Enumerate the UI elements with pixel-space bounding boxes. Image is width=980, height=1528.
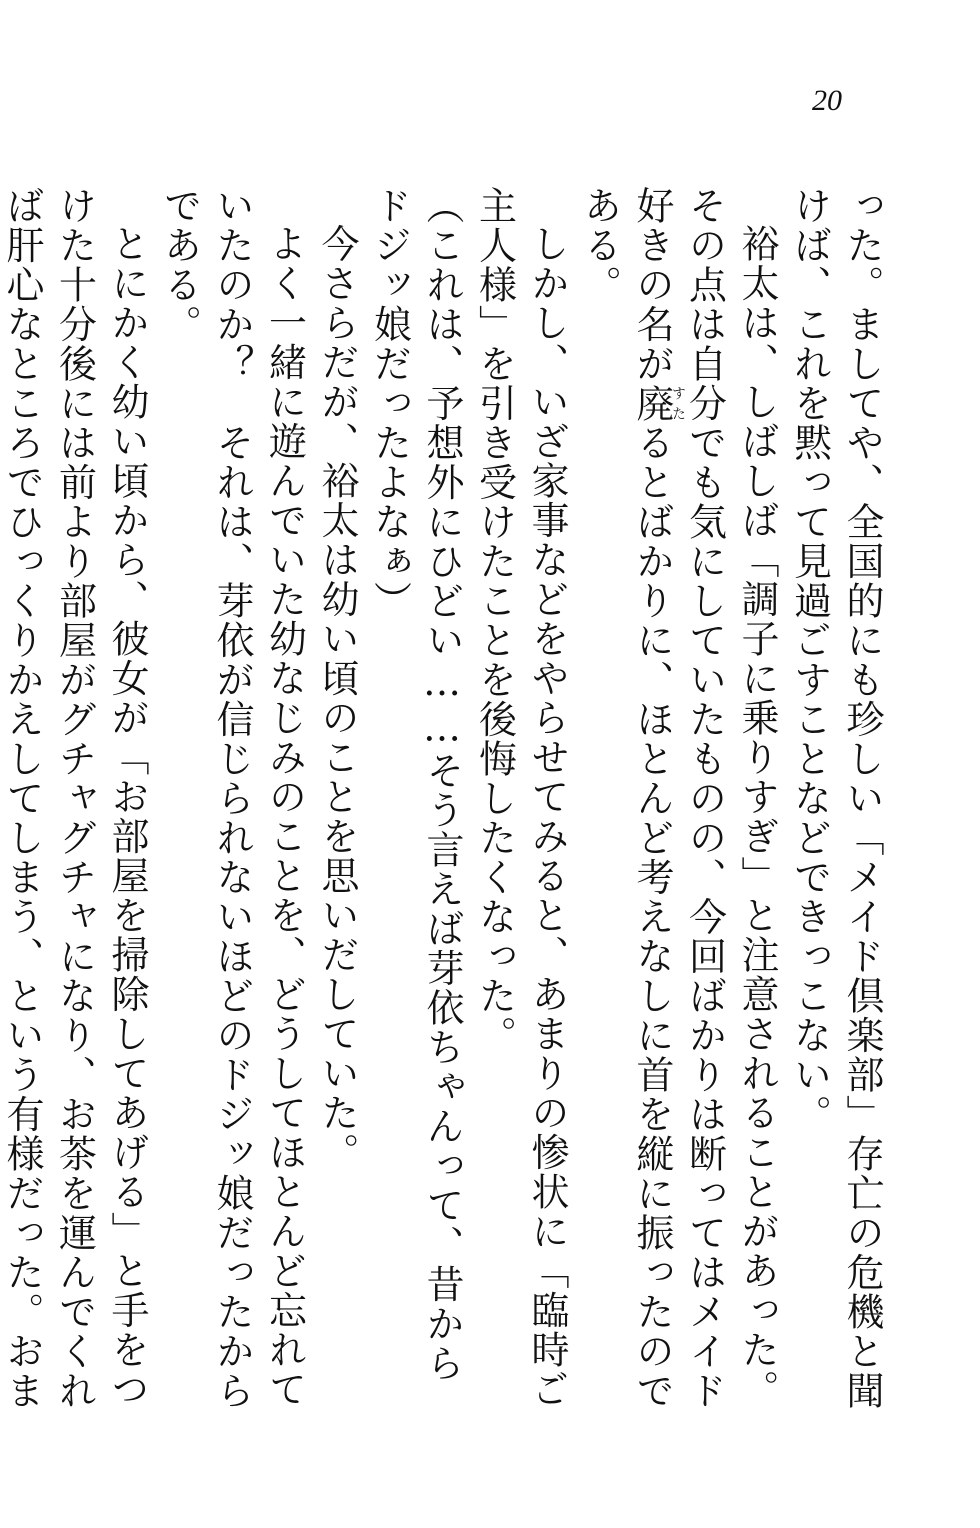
paragraph-text: 裕太は、しばしば「調子に乗りすぎ」と注意されることがあった。その点は自分でも気にしていたものの、今回ばかりは断ってはメイド好きの名が — [630, 186, 779, 1411]
paragraph: った。ましてや、全国的にも珍しい「メイド倶楽部」存亡の危機と聞けば、これを黙って見過ごすことなどできっこない。 — [787, 186, 884, 1411]
paragraph: 今さらだが、裕太は幼い頃のことを思いだしていた。 — [315, 224, 359, 1172]
paragraph-with-ruby — [573, 186, 783, 1416]
page-number: 20 — [812, 84, 842, 117]
ruby-word — [630, 383, 686, 424]
paragraph-text: るとばかりに、ほとんど考えなしに首を縦に振ったのである。 — [577, 186, 674, 1411]
paragraph: とにかく幼い頃から、彼女が「お部屋を掃除してあげる」と手をつけた十分後には前より部屋がグチャグチャになり、お茶を運んでくれば肝心なところでひっくりかえしてしまう、という有様だった。おま — [0, 186, 149, 1411]
paragraph: しかし、いざ家事などをやらせてみると、あまりの惨状に「臨時ご主人様」を引き受けたことを後悔したくなった。 — [472, 186, 569, 1409]
body-text — [0, 186, 888, 1416]
ruby-reading: すた — [670, 383, 686, 423]
paragraph: よく一緒に遊んでいた幼なじみのことを、どうしてほとんど忘れていたのか？ それは、芽依が信じられないほどのドジッ娘だったからである。 — [157, 186, 307, 1411]
paragraph: （これは、予想外にひどい……そう言えば芽依ちゃんって、昔からドジッ娘だったよなぁ） — [367, 186, 464, 1383]
ruby-base: 廃 — [630, 383, 674, 423]
